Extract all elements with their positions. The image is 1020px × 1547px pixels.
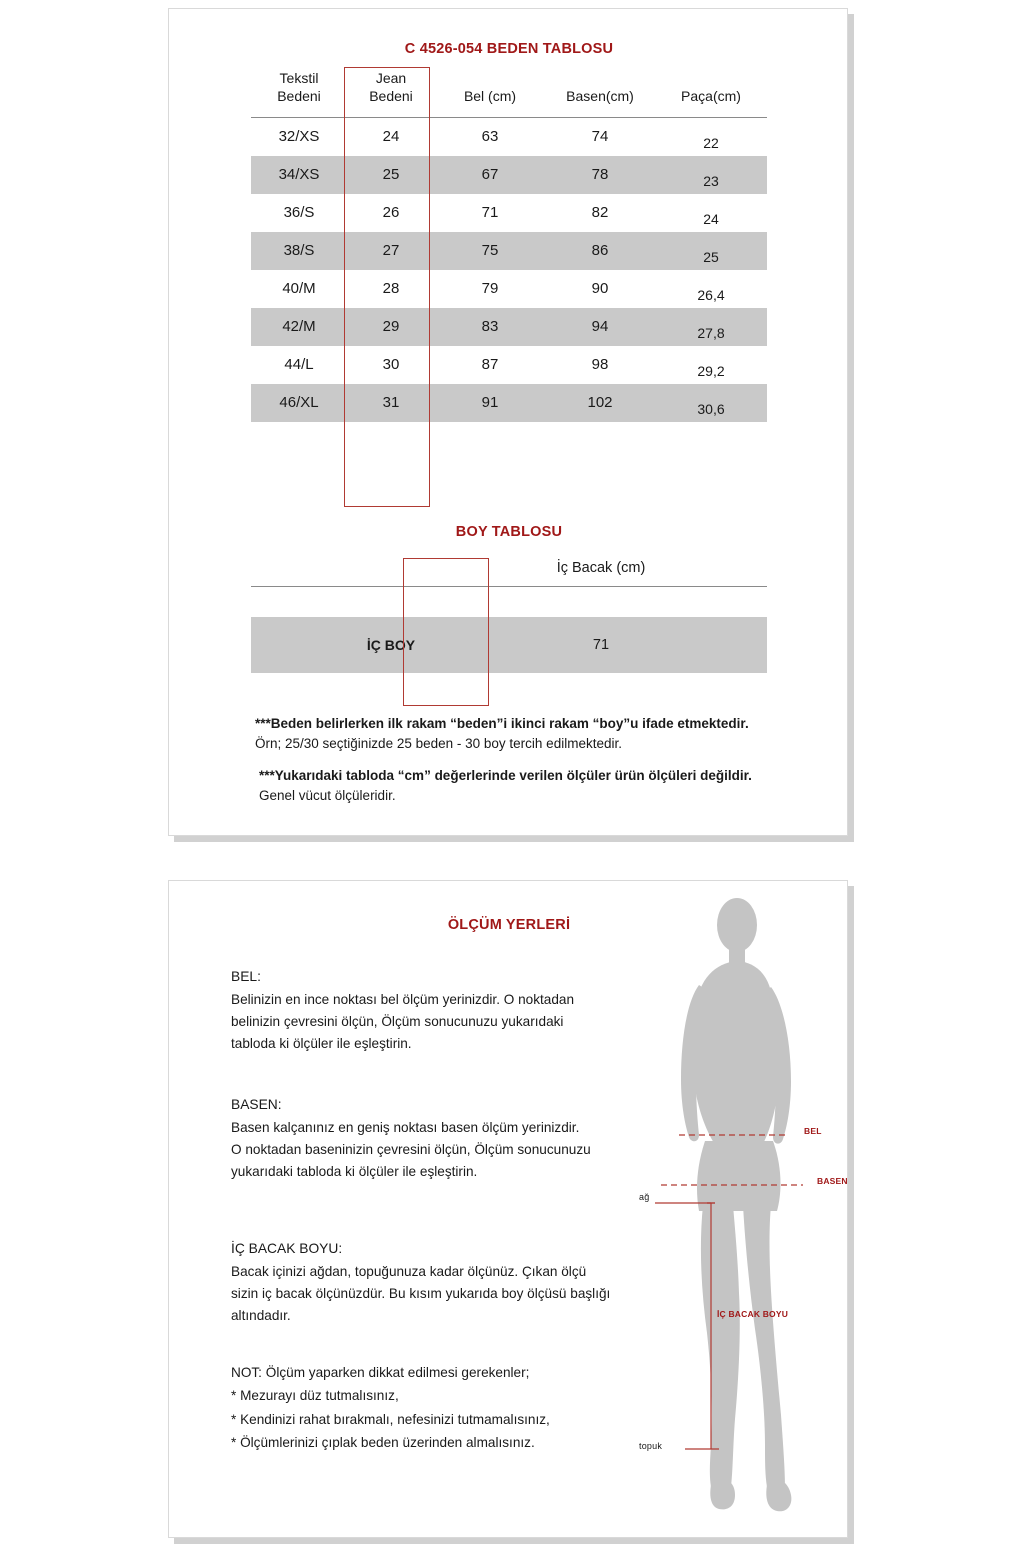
notes-line2: * Kendinizi rahat bırakmalı, nefesinizi tutmamalısınız, <box>231 1411 550 1427</box>
figure-label-ag: ağ <box>639 1192 650 1202</box>
cell-tekstil: 40/M <box>282 280 316 297</box>
table-row <box>251 232 767 270</box>
cell-tekstil: 36/S <box>283 204 315 221</box>
section-ic-bacak-heading: İÇ BACAK BOYU: <box>231 1241 343 1256</box>
note-measurements-line1: ***Yukarıdaki tabloda “cm” değerlerinde verilen ölçüler ürün ölçüleri değildir. <box>259 768 752 783</box>
cell-paca: 25 <box>655 232 767 270</box>
figure-label-bel: BEL <box>804 1126 822 1136</box>
cell-bel: 87 <box>481 356 499 373</box>
table-row <box>251 617 767 673</box>
header-bel: Bel (cm) <box>435 64 545 118</box>
size-table <box>251 64 767 422</box>
header-tekstil: Tekstil Bedeni <box>251 64 347 118</box>
section-basen-line3: yukarıdaki tabloda ki ölçüler ile eşleştirin. <box>231 1164 478 1180</box>
cell-bel: 83 <box>435 308 545 346</box>
cell-jean: 29 <box>347 308 435 346</box>
notes-line3: * Ölçümlerinizi çıplak beden üzerinden almalısınız. <box>231 1435 535 1451</box>
section-bel <box>231 966 631 1055</box>
cell-tekstil: 46/XL <box>251 384 347 422</box>
header-basen: Basen(cm) <box>545 64 655 118</box>
header-jean: Jean Bedeni <box>347 64 435 118</box>
cell-paca: 30,6 <box>655 384 767 422</box>
cell-basen: 78 <box>545 156 655 194</box>
section-ic-bacak-line3: altındadır. <box>231 1308 291 1324</box>
cell-basen: 74 <box>591 128 609 146</box>
cell-bel: 71 <box>481 204 499 221</box>
body-figure <box>619 889 849 1534</box>
section-bel-line2: belinizin çevresini ölçün, Ölçüm sonucunuzu yukarıdaki <box>231 1014 564 1030</box>
header-empty-2 <box>347 554 435 587</box>
table-row <box>251 194 767 232</box>
section-ic-bacak <box>231 1238 631 1327</box>
section-ic-bacak-line2: sizin iç bacak ölçünüzdür. Bu kısım yukarıda boy ölçüsü başlığı <box>231 1286 611 1302</box>
section-bel-line1: Belinizin en ince noktası bel ölçüm yerinizdir. O noktadan <box>231 992 575 1008</box>
cell-basen: 82 <box>591 204 609 221</box>
section-ic-bacak-line1: Bacak içinizi ağdan, topuğunuza kadar ölçünüz. Çıkan ölçü <box>231 1264 587 1280</box>
figure-label-ic-bacak: İÇ BACAK BOYU <box>717 1309 789 1319</box>
measurement-guide-card <box>168 880 848 1538</box>
section-basen-line2: O noktadan baseninizin çevresini ölçün, Ölçüm sonucunuzu <box>231 1142 591 1158</box>
cell-jean: 24 <box>382 128 400 146</box>
spacer-row <box>251 587 767 617</box>
table-row <box>251 384 767 422</box>
section-bel-heading: BEL: <box>231 969 261 984</box>
cell-paca: 26,4 <box>697 286 725 303</box>
size-chart-card <box>168 8 848 836</box>
note-sizing-line1: ***Beden belirlerken ilk rakam “beden”i ikinci rakam “boy”u ifade etmektedir. <box>255 716 749 731</box>
cell-bel: 63 <box>481 128 499 146</box>
cell-bel: 75 <box>435 232 545 270</box>
table-row <box>251 270 767 308</box>
cell-ic-boy-value: 71 <box>435 617 767 673</box>
cell-jean: 26 <box>382 204 400 221</box>
cell-jean: 31 <box>347 384 435 422</box>
length-table <box>251 554 767 673</box>
notes-line1: * Mezurayı düz tutmalısınız, <box>231 1388 399 1404</box>
cell-basen: 94 <box>545 308 655 346</box>
cell-jean: 30 <box>382 356 400 373</box>
header-paca: Paça(cm) <box>655 64 767 118</box>
cell-tekstil: 42/M <box>251 308 347 346</box>
size-chart-title: C 4526-054 BEDEN TABLOSU <box>404 41 614 57</box>
header-empty-1 <box>251 554 347 587</box>
cell-basen: 86 <box>545 232 655 270</box>
length-chart-title: BOY TABLOSU <box>455 524 563 540</box>
cell-bel: 67 <box>435 156 545 194</box>
cell-jean: 28 <box>382 280 400 297</box>
cell-jean: 25 <box>347 156 435 194</box>
section-notes <box>231 1361 631 1455</box>
header-ic-bacak: İç Bacak (cm) <box>435 554 767 587</box>
cell-bel: 79 <box>481 280 499 297</box>
section-basen-line1: Basen kalçanınız en geniş noktası basen ölçüm yerinizdir. <box>231 1120 580 1136</box>
cell-tekstil: 32/XS <box>278 128 320 146</box>
cell-tekstil: 38/S <box>251 232 347 270</box>
note-measurements <box>259 766 799 807</box>
notes-line0: NOT: Ölçüm yaparken dikkat edilmesi gerekenler; <box>231 1365 530 1380</box>
note-sizing <box>255 714 795 755</box>
section-basen-heading: BASEN: <box>231 1097 282 1112</box>
measurement-guide-title: ÖLÇÜM YERLERİ <box>447 917 571 933</box>
cell-empty <box>251 617 347 673</box>
cell-basen: 98 <box>591 356 609 373</box>
table-header-row <box>251 64 767 118</box>
cell-ic-boy-label: İÇ BOY <box>347 617 435 673</box>
cell-paca: 29,2 <box>697 362 725 379</box>
cell-basen: 90 <box>591 280 609 297</box>
cell-paca: 24 <box>703 210 719 227</box>
figure-label-topuk: topuk <box>639 1441 663 1451</box>
table-row <box>251 118 767 156</box>
note-measurements-line2: Genel vücut ölçüleridir. <box>259 788 396 804</box>
note-sizing-line2: Örn; 25/30 seçtiğinizde 25 beden - 30 boy tercih edilmektedir. <box>255 736 622 752</box>
table-row <box>251 156 767 194</box>
figure-label-basen: BASEN <box>817 1176 848 1186</box>
cell-jean: 27 <box>347 232 435 270</box>
cell-paca: 27,8 <box>655 308 767 346</box>
cell-tekstil: 34/XS <box>251 156 347 194</box>
cell-basen: 102 <box>545 384 655 422</box>
table-header-row <box>251 554 767 587</box>
table-row <box>251 346 767 384</box>
section-basen <box>231 1094 631 1183</box>
cell-paca: 22 <box>703 134 719 151</box>
section-bel-line3: tabloda ki ölçüler ile eşleştirin. <box>231 1036 412 1052</box>
cell-bel: 91 <box>435 384 545 422</box>
female-silhouette-icon <box>619 889 849 1534</box>
cell-tekstil: 44/L <box>284 356 314 373</box>
table-row <box>251 308 767 346</box>
cell-paca: 23 <box>655 156 767 194</box>
